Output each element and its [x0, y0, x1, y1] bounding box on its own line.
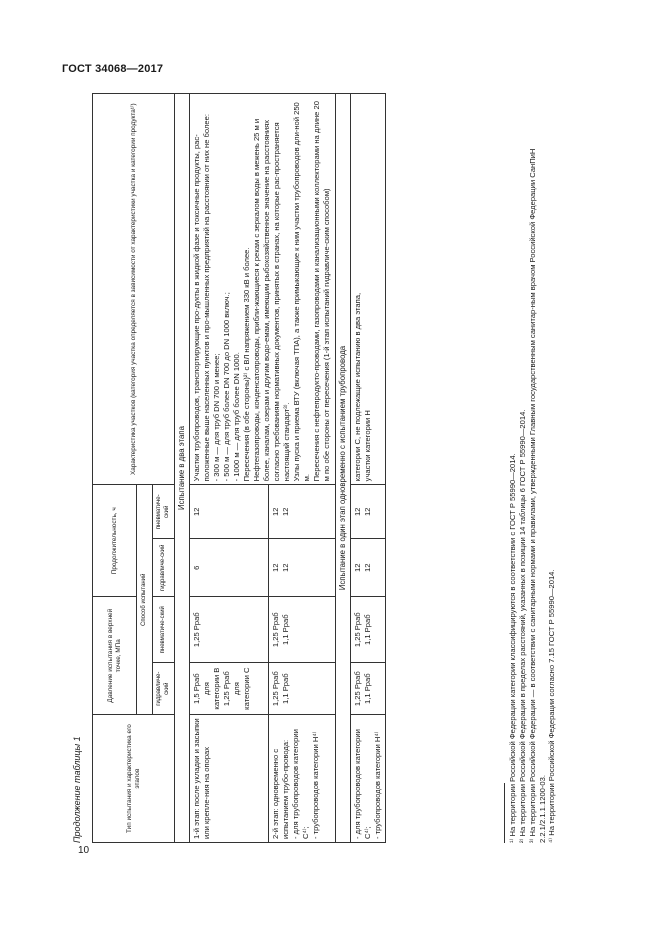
type-line: - трубопроводов категории H⁴⁾	[311, 731, 320, 839]
document-title: ГОСТ 34068—2017	[62, 63, 164, 75]
footnote-4: ⁴⁾ На территории Российской Федерации согласно 7.15 ГОСТ Р 55990—2014.	[547, 569, 557, 843]
characteristic-line: Пересечения с нефтепродукто-проводами, газопроводами и канализационными коллекторами на длине 20 м по обе стороны от пересечения (1-й этап испытаний гидравличе-ским способом)	[312, 101, 332, 482]
pressure-line: 1,1 Pраб	[362, 614, 372, 645]
stage1-duration-pneumo: 12	[190, 485, 269, 539]
characteristic-line: категории C, не подлежащие испытанию в два этапа,	[352, 292, 362, 482]
pressure-line: 1,25 Pраб	[352, 671, 362, 707]
characteristic-line: Участки трубопроводов, транспортирующие про-дукты в жидкой фазе и токсичные продукты, рас-положенные выше населенных пунктов и про-мышленных предприятий на расстоянии от них не более:	[192, 114, 212, 482]
duration-line: 12	[362, 563, 372, 572]
duration-line: 12	[362, 507, 372, 517]
pressure-line: 1,5 Pраб	[192, 673, 202, 704]
pressure-line: для категории С	[232, 667, 252, 710]
footnote-divider	[504, 783, 505, 843]
stage2-duration-hydro	[268, 539, 335, 597]
header-row-1	[93, 94, 137, 843]
header-method: Способ испытаний	[137, 485, 153, 715]
one-stage-duration-hydro	[350, 539, 385, 597]
section-one-stage: Испытание в один этап одновременно с испытанием трубопровода	[335, 94, 350, 843]
header-pneumatic-pressure: пневматиче-ский	[153, 597, 175, 663]
footnotes	[504, 93, 557, 843]
footnote-2: ²⁾ На территории Российской Федерации в пределах расстояний, указанных в позиции 14 таблицы 6 ГОСТ Р 55990—2014.	[517, 409, 527, 843]
characteristic-line: Нефтегазопроводы, конденсатопроводы, прибли-жающиеся к рекам с зеркалом воды в межень 25 м и более, каналам, озерам и другим водо-емам, имеющим рыбохозяйственное значение на расстояниях согласно требованиям нормативных документов, принятых в странах, на которые рас-пространяется настоящий стандарт³⁾.	[252, 118, 292, 482]
footnote-3: ³⁾ На территории Российской Федерации — в соответствии с санитарными нормами и правилами, утвержденными Главным государственным санитар-ным врачом Российской Федерации СанПиН 2.2.1/2.1.1.1200-03.	[527, 148, 547, 843]
section-row-two-stage	[175, 94, 190, 843]
header-characteristics: Характеристика участков (категория участка определяется в зависимости от характеристики участка и категории продукта¹⁾)	[93, 94, 175, 485]
characteristic-line: Узлы пуска и приема ВТУ (включая ТПА), а также примыкающие к ним участки трубопроводов дли-ной 250 м.	[292, 102, 312, 482]
stage2-type	[268, 715, 335, 843]
one-stage-duration-pneumo	[350, 485, 385, 539]
header-pressure: Давление испытания в верхней точке, МПа	[93, 597, 137, 715]
table-row-stage1	[190, 94, 269, 843]
test-table	[92, 93, 386, 843]
type-line: - трубопроводов категории H⁴⁾	[372, 731, 382, 839]
duration-line: 12	[352, 507, 362, 517]
pressure-line: 1,25 Pраб	[352, 612, 362, 648]
type-line: 2-й этап: одновременно с испытанием трубо-провода:	[270, 739, 290, 839]
one-stage-type	[350, 715, 385, 843]
characteristic-line: участки категории H	[362, 410, 372, 482]
duration-line: 12	[280, 507, 290, 517]
pressure-line: для категории В	[202, 667, 222, 710]
one-stage-pressure-hydro	[350, 663, 385, 715]
stage1-type: 1-й этап: после укладки и засыпки или крепле-ния на опорах	[190, 715, 269, 843]
section-two-stage: Испытание в два этапа	[175, 94, 190, 843]
type-line: - для трубопроводов категории C⁴⁾;	[352, 729, 372, 839]
stage1-pressure-pneumo: 1,25 Pраб	[190, 597, 269, 663]
rotated-table-page	[72, 93, 592, 843]
duration-line: 12	[280, 563, 290, 572]
header-hydraulic-pressure: гидравличе-ский	[153, 663, 175, 715]
header-pneumatic-duration: пневматиче-ский	[153, 485, 175, 539]
stage1-duration-hydro: 6	[190, 539, 269, 597]
duration-line: 12	[270, 563, 280, 572]
table-row-one-stage	[350, 94, 385, 843]
pressure-line: 1,25 Pраб	[222, 671, 232, 707]
header-duration: Продолжительность, ч	[93, 485, 137, 597]
pressure-line: 1,25 Pраб	[270, 612, 280, 648]
duration-line: 12	[270, 507, 280, 517]
page-number: 10	[78, 845, 90, 856]
header-hydraulic-duration: гидравличе-ский	[153, 539, 175, 597]
stage-characteristics	[190, 94, 335, 485]
pressure-line: 1,1 Pраб	[280, 614, 290, 645]
footnote-1: ¹⁾ На территории Российской Федерации категории классифицируются в соответствии с ГОСТ Р 55990—2014.	[508, 453, 517, 843]
one-stage-pressure-pneumo	[350, 597, 385, 663]
duration-line: 12	[352, 563, 362, 572]
pressure-line: 1,1 Pраб	[362, 673, 372, 704]
header-type: Тип испытания и характеристика его этапов	[93, 715, 175, 843]
pressure-line: 1,25 Pраб	[270, 671, 280, 707]
characteristic-line: - 300 м — для труб DN 700 и менее;	[212, 353, 222, 482]
type-line: - для трубопроводов категории C⁴⁾;	[290, 729, 310, 839]
stage2-pressure-pneumo	[268, 597, 335, 663]
characteristic-line: - 500 м — для труб более DN 700 до DN 1000 включ.;	[222, 292, 232, 482]
characteristic-line: - 1000 м — для труб более DN 1000.	[232, 352, 242, 482]
section-row-one-stage	[335, 94, 350, 843]
continuation-label: Продолжение таблицы 1	[72, 736, 82, 843]
pressure-line: 1,1 Pраб	[280, 673, 290, 704]
stage2-duration-pneumo	[268, 485, 335, 539]
stage2-pressure-hydro	[268, 663, 335, 715]
characteristic-line: Пересечения (в обе стороны)²⁾ с ВЛ напряжением 330 кВ и более.	[242, 247, 252, 482]
stage1-pressure-hydro	[190, 663, 269, 715]
one-stage-characteristics	[350, 94, 385, 485]
